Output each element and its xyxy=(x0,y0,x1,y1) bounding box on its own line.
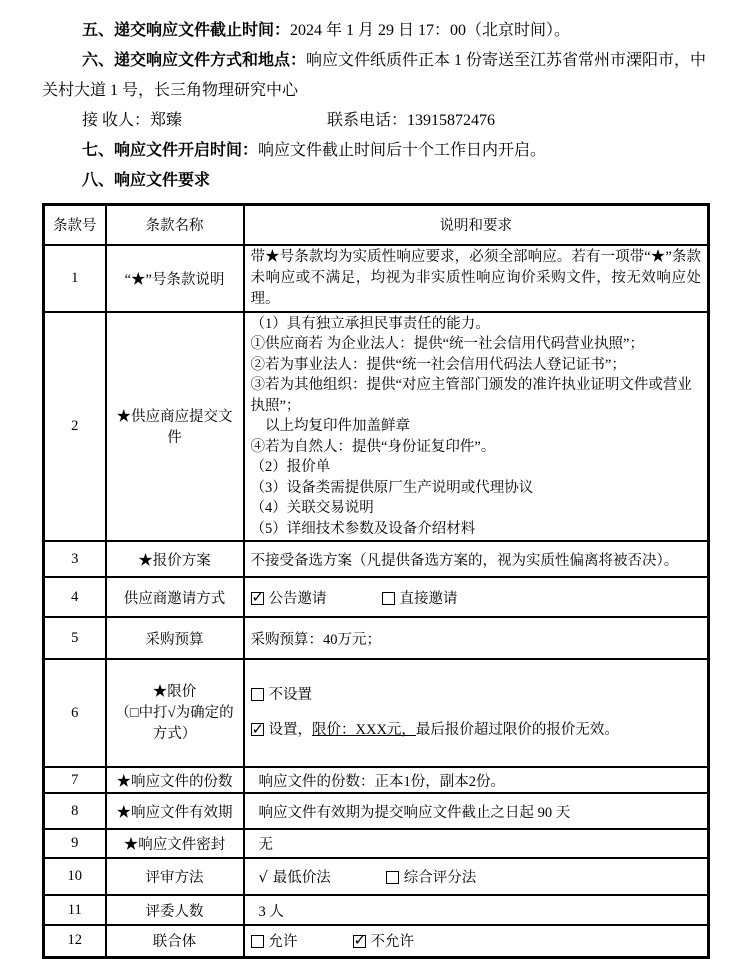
clause-name: ★报价方案 xyxy=(106,541,244,577)
option-comprehensive-scoring xyxy=(386,870,477,886)
section-delivery xyxy=(42,46,710,106)
clause-no: 12 xyxy=(44,925,106,957)
recipient-label: 接 收人： xyxy=(82,112,151,129)
check-mark: √ xyxy=(258,870,268,886)
checkbox-set-limit-icon xyxy=(251,723,264,736)
option-label: 不允许 xyxy=(370,934,414,951)
section-deadline-text: 2024 年 1 月 29 日 17：00（北京时间）。 xyxy=(290,22,571,39)
clause-desc xyxy=(244,925,709,957)
col-header-clause-name: 条款名称 xyxy=(106,205,244,245)
table-row xyxy=(44,312,709,542)
clause-name: 评委人数 xyxy=(106,895,244,925)
option-disallow-consortium xyxy=(353,934,415,950)
col-header-clause-no: 条款号 xyxy=(44,205,106,245)
table-row xyxy=(44,925,709,957)
section-requirements-label: 八、响应文件要求 xyxy=(82,172,211,189)
desc-line: ②若为事业法人：提供“统一社会信用代码法人登记证书”； xyxy=(250,356,626,373)
clause-no: 2 xyxy=(44,312,106,542)
option-allow-consortium xyxy=(251,934,298,950)
clause-desc: 响应文件的份数：正本1份，副本2份。 xyxy=(244,767,709,793)
clause-no: 6 xyxy=(44,659,106,767)
table-row xyxy=(44,829,709,858)
requirements-table xyxy=(42,203,710,959)
clause-name-line2: （□中打√为确定的方式） xyxy=(115,704,234,742)
clause-desc: 无 xyxy=(244,829,709,858)
section-opening xyxy=(42,136,710,166)
clause-no: 7 xyxy=(44,767,106,793)
clause-no: 8 xyxy=(44,793,106,829)
option-label: 综合评分法 xyxy=(403,870,477,886)
clause-desc: 3 人 xyxy=(244,895,709,925)
clause-desc xyxy=(244,659,709,767)
clause-name-line1: ★限价 xyxy=(152,683,197,700)
clause-desc: 响应文件有效期为提交响应文件截止之日起 90 天 xyxy=(244,793,709,829)
clause-name: ★响应文件有效期 xyxy=(106,793,244,829)
table-header-row xyxy=(44,205,709,245)
clause-desc xyxy=(244,312,709,542)
option-label: 公告邀请 xyxy=(268,590,327,607)
option-label: 不设置 xyxy=(268,687,312,703)
clause-no: 10 xyxy=(44,858,106,895)
clause-name: 联合体 xyxy=(106,925,244,957)
table-row xyxy=(44,659,709,767)
option-label: 最低价法 xyxy=(272,870,331,886)
option-set-limit xyxy=(251,720,702,741)
clause-name: ★响应文件密封 xyxy=(106,829,244,858)
checkbox-no-limit-icon xyxy=(251,688,264,701)
clause-no: 11 xyxy=(44,895,106,925)
option-label-suffix: 最后报价超过限价的报价无效。 xyxy=(415,722,619,738)
clause-desc: 带★号条款均为实质性响应要求，必须全部响应。若有一项带“★”条款未响应或不满足，均视为非实质性响应询价采购文件，按无效响应处理。 xyxy=(244,245,709,312)
clause-name: ★响应文件的份数 xyxy=(106,767,244,793)
recipient-name: 郑臻 xyxy=(150,112,183,129)
clause-name: 供应商邀请方式 xyxy=(106,577,244,617)
section-opening-label: 七、响应文件开启时间： xyxy=(82,142,259,159)
option-label-prefix: 设置， xyxy=(268,722,312,738)
option-no-limit xyxy=(251,685,702,706)
phone-number: 13915872476 xyxy=(407,112,496,129)
option-label: 允许 xyxy=(268,934,298,951)
section-deadline-label: 五、递交响应文件截止时间： xyxy=(82,22,291,39)
clause-no: 9 xyxy=(44,829,106,858)
contact-line xyxy=(42,106,710,136)
clause-no: 1 xyxy=(44,245,106,312)
table-row xyxy=(44,793,709,829)
checkbox-disallow-icon xyxy=(353,935,366,948)
checkbox-comprehensive-icon xyxy=(386,871,399,884)
clause-desc xyxy=(244,858,709,895)
desc-line: （5）详细技术参数及设备介绍材料 xyxy=(250,520,476,537)
option-lowest-price xyxy=(259,870,331,886)
clause-no: 4 xyxy=(44,577,106,617)
clause-desc xyxy=(244,577,709,617)
clause-desc: 不接受备选方案（凡提供备选方案的，视为实质性偏离将被否决）。 xyxy=(244,541,709,577)
table-row xyxy=(44,858,709,895)
desc-line: ①供应商若 为企业法人：提供“统一社会信用代码营业执照”； xyxy=(250,336,644,352)
checkbox-allow-icon xyxy=(251,935,264,948)
option-label: 直接邀请 xyxy=(399,590,458,607)
section-delivery-text: 响应文件纸质件正本 1 份寄送至江苏省常州市溧阳市，中关村大道 1 号，长三角物理研究中心 xyxy=(42,52,707,99)
section-requirements xyxy=(42,166,710,196)
clause-name: 采购预算 xyxy=(106,617,244,659)
section-delivery-label: 六、递交响应文件方式和地点： xyxy=(82,52,307,69)
table-row xyxy=(44,895,709,925)
clause-name: ★供应商应提交文件 xyxy=(106,312,244,542)
desc-line: （3）设备类需提供原厂生产说明或代理协议 xyxy=(250,479,534,496)
desc-line: （4）关联交易说明 xyxy=(250,500,374,516)
table-row xyxy=(44,541,709,577)
section-deadline xyxy=(42,16,710,46)
section-opening-text: 响应文件截止时间后十个工作日内开启。 xyxy=(258,142,547,159)
clause-no: 5 xyxy=(44,617,106,659)
desc-line: （1）具有独立承担民事责任的能力。 xyxy=(250,315,490,332)
checkbox-public-invite-icon xyxy=(251,592,264,605)
desc-line: （2）报价单 xyxy=(250,459,331,475)
clause-no: 3 xyxy=(44,541,106,577)
desc-line: ④若为自然人：提供“身份证复印件”。 xyxy=(250,438,496,455)
clause-name: 评审方法 xyxy=(106,858,244,895)
option-direct-invite xyxy=(382,591,458,607)
checkbox-direct-invite-icon xyxy=(382,592,395,605)
option-label-underlined: 限价：XXX元， xyxy=(312,722,416,738)
col-header-description: 说明和要求 xyxy=(244,205,709,245)
clause-name: “★”号条款说明 xyxy=(106,245,244,312)
desc-line: ③若为其他组织：提供“对应主管部门颁发的准许执业证明文件或营业执照”； xyxy=(250,377,692,414)
table-row xyxy=(44,617,709,659)
option-public-invite xyxy=(251,591,327,607)
table-row xyxy=(44,245,709,312)
phone-label: 联系电话： xyxy=(327,112,408,129)
table-row xyxy=(44,767,709,793)
desc-line: 以上均复印件加盖鲜章 xyxy=(250,418,410,434)
clause-desc: 采购预算：40万元； xyxy=(244,617,709,659)
table-row xyxy=(44,577,709,617)
clause-name xyxy=(106,659,244,767)
